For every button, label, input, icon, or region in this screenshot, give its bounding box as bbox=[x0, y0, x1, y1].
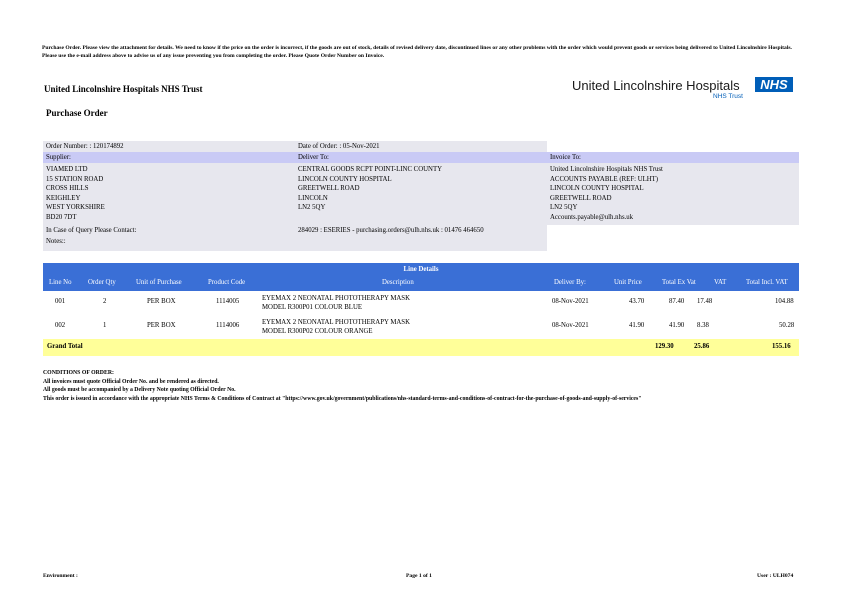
col-total-incl-vat: Total Incl. VAT bbox=[746, 279, 788, 286]
line-details-title: Line Details bbox=[43, 263, 799, 276]
col-line-no: Line No bbox=[49, 279, 72, 286]
order-number: Order Number: : 120174892 bbox=[43, 141, 295, 152]
logo-subtext: NHS Trust bbox=[713, 93, 743, 100]
col-vat: VAT bbox=[714, 279, 727, 286]
grand-total-incl-vat: 155.16 bbox=[772, 343, 791, 350]
condition-line: This order is issued in accordance with the appropriate NHS Terms & Conditions of Contract at "https://www.gov.uk/government/publications/nhs-standard-terms-and-conditions-of-contract-for-the-purchase-of-goods-and-supply-of-services" bbox=[43, 395, 642, 402]
conditions-of-order bbox=[43, 369, 799, 403]
grand-total-label: Grand Total bbox=[47, 343, 83, 350]
nhs-badge: NHS bbox=[755, 77, 793, 92]
condition-line: All invoices must quote Official Order No. and be rendered as directed. bbox=[43, 378, 219, 385]
grand-total-vat: 25.86 bbox=[694, 343, 710, 350]
notes-label: Notes:: bbox=[46, 238, 66, 245]
order-header-grid bbox=[43, 141, 799, 251]
intro-text: Purchase Order. Please view the attachment for details. We need to know if the price on the order is incorrect, if the goods are out of stock, details of revised delivery date, discontinued lines or any other problems with the order which would prevent goods or services being delivered to United Lincolnshire Hospitals. Please use the e-mail address above to advise us of any issue preventing you from completing the order. Please Quote Order Number on Invoice. bbox=[42, 45, 792, 59]
deliver-to-label: Deliver To: bbox=[295, 152, 547, 163]
footer-user: User : ULH074 bbox=[757, 573, 794, 579]
condition-line: All goods must be accompanied by a Delivery Note quoting Official Order No. bbox=[43, 387, 236, 393]
document-title: Purchase Order bbox=[46, 108, 108, 118]
grand-total-ex-vat: 129.30 bbox=[655, 343, 674, 350]
query-contact: 284029 : ESERIES - purchasing.orders@ulh.nhs.uk : 01476 464650 bbox=[295, 225, 547, 251]
col-unit-price: Unit Price bbox=[614, 279, 642, 286]
table-row: 002 1 PER BOX 1114006 EYEMAX 2 NEONATAL PHOTOTHERAPY MASK MODEL R300P02 COLOUR ORANGE 08-Nov-2021 41.90 41.90 8.38 50.28 bbox=[55, 319, 795, 335]
column-headers bbox=[43, 276, 799, 291]
col-unit: Unit of Purchase bbox=[136, 279, 182, 286]
invoice-to-label: Invoice To: bbox=[547, 152, 799, 163]
query-label: In Case of Query Please Contact: bbox=[46, 227, 137, 234]
conditions-heading: CONDITIONS OF ORDER: bbox=[43, 370, 114, 376]
table-row: 001 2 PER BOX 1114005 EYEMAX 2 NEONATAL PHOTOTHERAPY MASK MODEL R300P01 COLOUR BLUE 08-Nov-2021 43.70 87.40 17.48 104.88 bbox=[55, 295, 794, 311]
logo-text: United Lincolnshire Hospitals bbox=[572, 78, 740, 93]
supplier-label: Supplier: bbox=[43, 152, 295, 163]
col-total-ex-vat: Total Ex Vat bbox=[662, 279, 696, 286]
grand-total-row bbox=[43, 339, 799, 356]
nhs-trust-logo bbox=[572, 76, 796, 102]
supplier-address: VIAMED LTD 15 STATION ROAD CROSS HILLS KEIGHLEY WEST YORKSHIRE BD20 7DT bbox=[43, 163, 295, 225]
col-deliver-by: Deliver By: bbox=[554, 279, 586, 286]
col-product-code: Product Code bbox=[208, 279, 246, 286]
deliver-address: CENTRAL GOODS RCPT POINT-LINC COUNTY LINCOLN COUNTY HOSPITAL GREETWELL ROAD LINCOLN LN2 5QY bbox=[295, 163, 547, 225]
order-date: Date of Order: : 05-Nov-2021 bbox=[295, 141, 547, 152]
col-order-qty: Order Qty bbox=[88, 279, 116, 286]
footer-page-number: Page 1 of 1 bbox=[406, 573, 432, 579]
footer-environment: Environment : bbox=[43, 573, 78, 579]
invoice-address: United Lincolnshire Hospitals NHS Trust ACCOUNTS PAYABLE (REF: ULHT) LINCOLN COUNTY HOSPITAL GREETWELL ROAD LN2 5QY Accounts.payable@ulh.nhs.uk bbox=[547, 163, 799, 225]
col-description: Description bbox=[382, 279, 414, 286]
line-details-table bbox=[43, 263, 799, 356]
trust-name: United Lincolnshire Hospitals NHS Trust bbox=[44, 84, 203, 94]
